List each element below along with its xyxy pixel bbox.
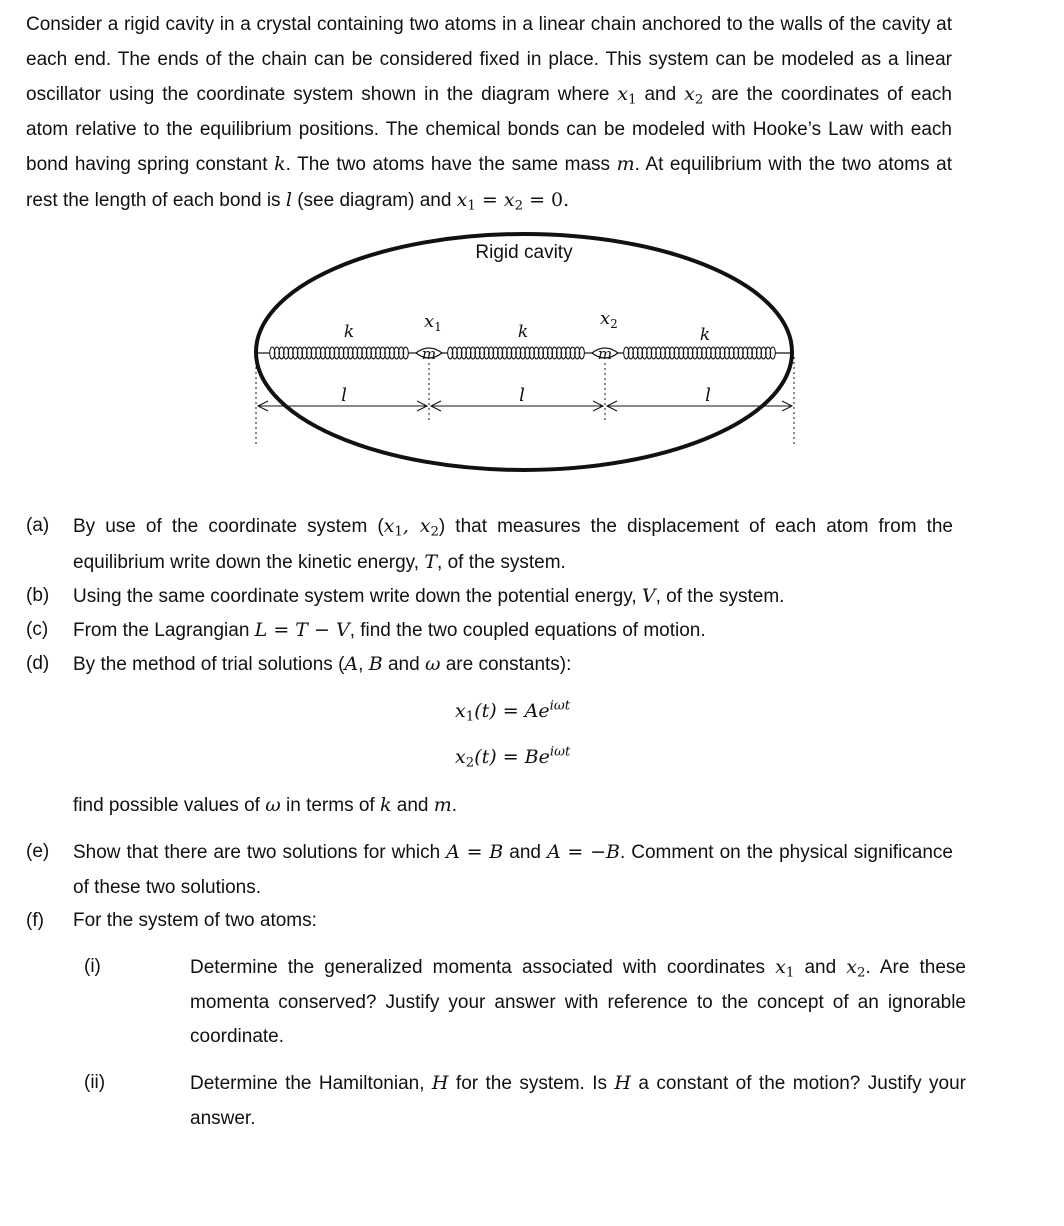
question-e-label: (e) xyxy=(26,841,50,862)
question-a-label: (a) xyxy=(26,515,50,536)
question-a-text: By use of the coordinate system ($x_1$, $x_2$) that measures the displacement of each atom from the equilibrium write down the kinetic energy, T, of the system. xyxy=(73,515,953,573)
l-label-2: l xyxy=(519,385,525,406)
cavity-diagram xyxy=(248,225,808,480)
k-label-1: k xyxy=(343,322,355,342)
question-f-i-label: (i) xyxy=(84,956,101,977)
l-label-1: l xyxy=(341,385,347,406)
trial-solution-2: $x_2(t) = Be^{i\omega t}$ xyxy=(455,744,571,771)
question-b-text: Using the same coordinate system write down the potential energy, V, of the system. xyxy=(73,585,785,607)
k-symbol: k xyxy=(274,153,286,175)
x1-label: $x_1$ xyxy=(424,311,442,334)
trial-solution-1: $x_1(t) = Ae^{i\omega t}$ xyxy=(455,698,571,725)
l-label-3: l xyxy=(705,385,711,406)
intro-text-4: . At equilibrium with the two atoms at rest the length of each bond is xyxy=(26,154,952,211)
question-d-text: By the method of trial solutions (A, B and ω are constants): xyxy=(73,653,572,675)
intro-text-3: . The two atoms have the same mass xyxy=(285,154,617,175)
question-f-ii-label: (ii) xyxy=(84,1072,106,1093)
problem-intro xyxy=(26,8,952,218)
question-b-label: (b) xyxy=(26,585,50,606)
question-f-text: For the system of two atoms: xyxy=(73,910,317,931)
x2-symbol: $x_2$ xyxy=(684,83,704,108)
l-symbol: l xyxy=(285,188,292,211)
mass-2 xyxy=(592,345,618,363)
question-e-text: Show that there are two solutions for which A = B and A = −B. Comment on the physical significance of these two solutions. xyxy=(73,841,953,898)
x1-symbol: $x_1$ xyxy=(617,83,637,108)
mass-2-label: m xyxy=(597,345,613,363)
spring-right xyxy=(624,347,776,359)
spring-middle xyxy=(448,347,585,359)
question-d-label: (d) xyxy=(26,653,50,674)
m-symbol: m xyxy=(616,153,635,175)
question-c-text: From the Lagrangian L = T − V, find the two coupled equations of motion. xyxy=(73,619,706,641)
intro-text-2: are the coordinates of each atom relative to the equilibrium positions. The chemical bonds can be modeled with Hooke’s Law with each bond having spring constant xyxy=(26,84,952,175)
question-d-followup-text: find possible values of ω in terms of k and m. xyxy=(73,794,458,816)
length-arrow-2 xyxy=(431,401,603,411)
intro-text-5: (see diagram) and xyxy=(291,189,457,211)
question-c-label: (c) xyxy=(26,619,49,640)
question-f-label: (f) xyxy=(26,910,44,931)
mass-1 xyxy=(416,345,442,363)
question-f-i-text: Determine the generalized momenta associated with coordinates $x_1$ and $x_2$. Are these momenta conserved? Justify your answer with reference to the concept of an ignorable coordinate. xyxy=(190,956,966,1047)
equilibrium-equation: $x_1 = x_2 = 0$. xyxy=(456,188,570,213)
k-label-3: k xyxy=(699,325,711,345)
intro-text-1: Consider a rigid cavity in a crystal containing two atoms in a linear chain anchored to the walls of the cavity at each end. The ends of the chain can be considered fixed in place. This system can be modeled as a linear oscillator using the coordinate system shown in the diagram where xyxy=(26,14,952,105)
spring-left xyxy=(270,347,409,359)
question-f-ii-text: Determine the Hamiltonian, H for the system. Is H a constant of the motion? Justify your answer. xyxy=(190,1072,966,1129)
cavity-title: Rigid cavity xyxy=(475,242,573,263)
x2-label: $x_2$ xyxy=(600,308,618,331)
k-label-2: k xyxy=(517,322,529,342)
intro-paragraph xyxy=(26,8,952,218)
mass-1-label: m xyxy=(421,345,437,363)
intro-and: and xyxy=(636,84,685,105)
